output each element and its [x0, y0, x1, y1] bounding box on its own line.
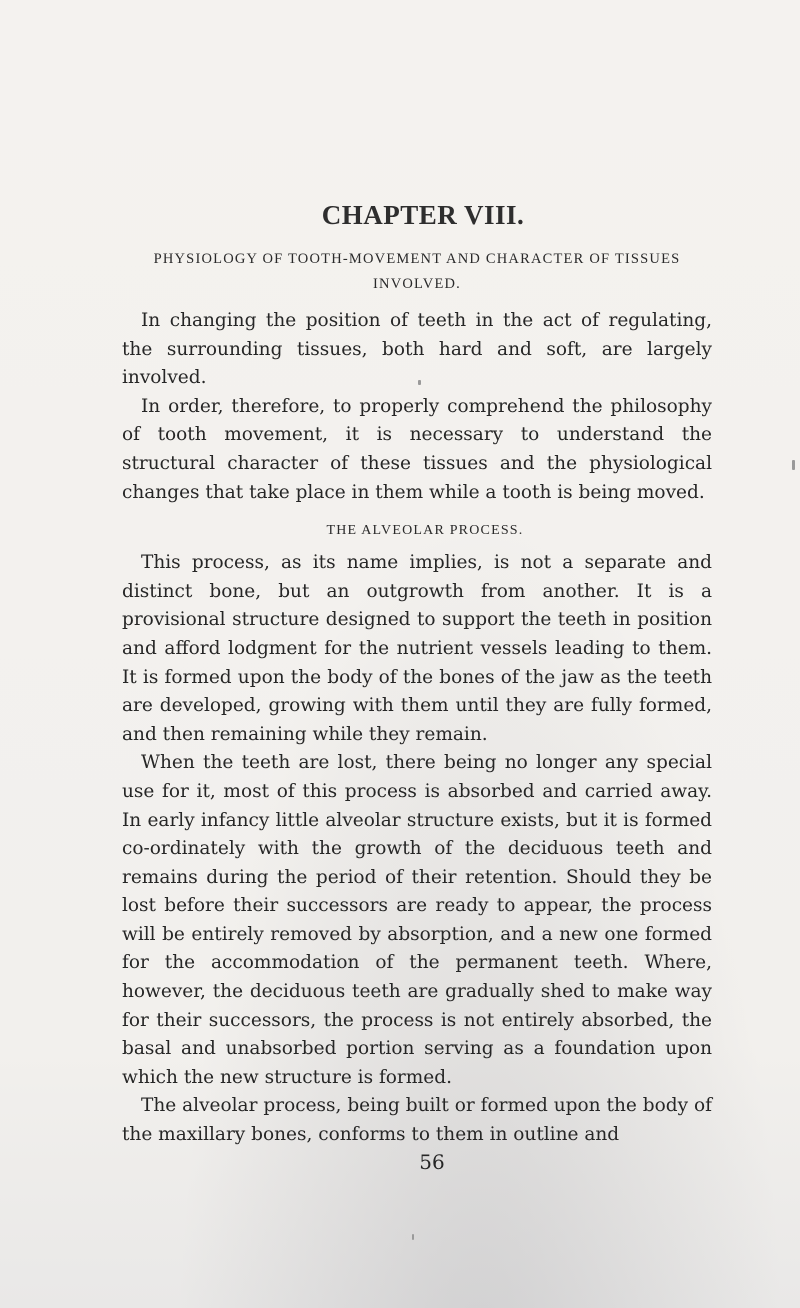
text-block — [122, 200, 712, 1174]
chapter-subtitle: PHYSIOLOGY OF TOOTH-MOVEMENT AND CHARACTER OF TISSUES INVOLVED. — [153, 251, 681, 292]
section-heading: THE ALVEOLAR PROCESS. — [326, 523, 524, 539]
stray-mark — [792, 460, 795, 470]
chapter-title: CHAPTER VIII. — [321, 200, 525, 230]
paragraph: When the teeth are lost, there being no longer any special use for it, most of this process is absorbed and carried away. In early infancy little alveolar structure exists, but it is formed co-ordinately with the growth of the deciduous teeth and remains during the period of their retention. Should they be lost before their successors are ready to appear, the process will be entirely removed by absorption, and a new one formed for the accommodation of the permanent teeth. Where, however, the deciduous teeth are gradually shed to make way for their successors, the process is not entirely absorbed, the basal and unabsorbed portion serving as a foundation upon which the new structure is formed. — [122, 752, 712, 1088]
page-number: 56 — [419, 1149, 445, 1174]
stray-mark — [412, 1234, 414, 1240]
paragraph: In changing the position of teeth in the act of regulating, the surrounding tissues, both hard and soft, are largely involved. — [122, 310, 712, 389]
paragraph: In order, therefore, to properly comprehend the philosophy of tooth movement, it is necessary to understand the structural character of these tissues and the physiological changes that take place in them while a tooth is being moved. — [122, 395, 712, 503]
paragraph: The alveolar process, being built or formed upon the body of the maxillary bones, conforms to them in outline and — [122, 1095, 712, 1146]
paragraph: This process, as its name implies, is not a separate and distinct bone, but an outgrowth from another. It is a provisional structure designed to support the teeth in position and afford lodgment for the nutrient vessels leading to them. It is formed upon the body of the bones of the jaw as the teeth are developed, growing with them until they are fully formed, and then remaining while they remain. — [122, 552, 712, 745]
